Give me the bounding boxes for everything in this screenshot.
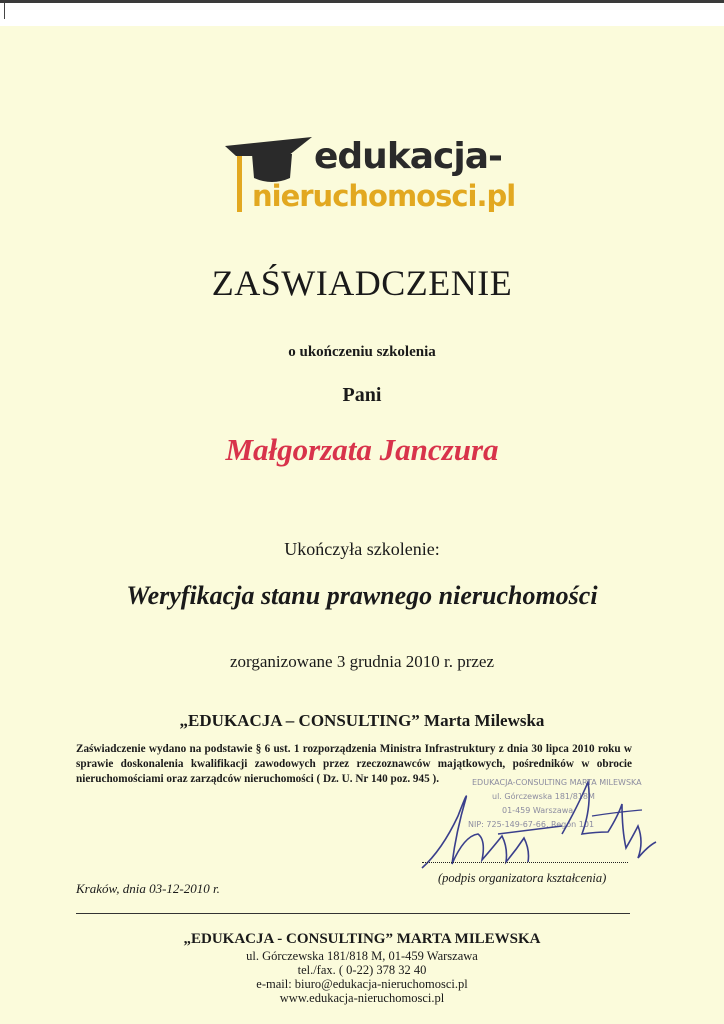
stamp-line-4: NIP: 725-149-67-66, Regon 101 — [468, 820, 595, 829]
legal-basis-text: Zaświadczenie wydano na podstawie § 6 ust. 1 rozporządzenia Ministra Infrastruktury z dnia 30 lipca 2010 roku w sprawie doskonalenia kwalifikacji zawodowych przez rzeczoznawców majątkowych, pośredników w obrocie nieruchomościami oraz zarządców nieruchomości ( Dz. U. Nr 140 poz. 945 ). — [76, 743, 632, 785]
footer-website: www.edukacja-nieruchomosci.pl — [279, 991, 445, 1005]
stamp-line-2: ul. Górczewska 181/818M — [492, 792, 595, 801]
organized-line: zorganizowane 3 grudnia 2010 r. przez — [229, 652, 495, 671]
course-title: Weryfikacja stanu prawnego nieruchomości — [126, 581, 598, 610]
certificate-subtitle: o ukończeniu szkolenia — [288, 344, 436, 360]
footer-divider — [76, 913, 630, 914]
logo-text-bottom: nieruchomosci.pl — [252, 179, 516, 213]
completed-label: Ukończyła szkolenie: — [284, 539, 440, 559]
scan-top-edge — [0, 0, 724, 26]
salutation: Pani — [342, 384, 382, 406]
stamp-line-3: 01-459 Warszawa — [502, 806, 574, 815]
signature-dotted-line — [422, 862, 628, 863]
footer-email: e-mail: biuro@edukacja-nieruchomosci.pl — [256, 977, 468, 991]
stamp-line-1: EDUKACJA-CONSULTING MARTA MILEWSKA — [472, 778, 642, 787]
recipient-name: Małgorzata Janczura — [225, 432, 499, 467]
footer-phone: tel./fax. ( 0-22) 378 32 40 — [297, 963, 427, 977]
logo-text-top: edukacja- — [314, 136, 502, 177]
signature-caption: (podpis organizatora kształcenia) — [438, 871, 607, 885]
footer-address: ul. Górczewska 181/818 M, 01-459 Warszawa — [246, 949, 478, 963]
certificate-title: ZAŚWIADCZENIE — [211, 263, 513, 303]
footer-company: „EDUKACJA - CONSULTING” MARTA MILEWSKA — [183, 931, 541, 947]
logo — [222, 134, 516, 218]
organizer-name: „EDUKACJA – CONSULTING” Marta Milewska — [179, 711, 545, 730]
handwritten-signature — [412, 776, 658, 876]
place-and-date: Kraków, dnia 03-12-2010 r. — [76, 881, 220, 896]
